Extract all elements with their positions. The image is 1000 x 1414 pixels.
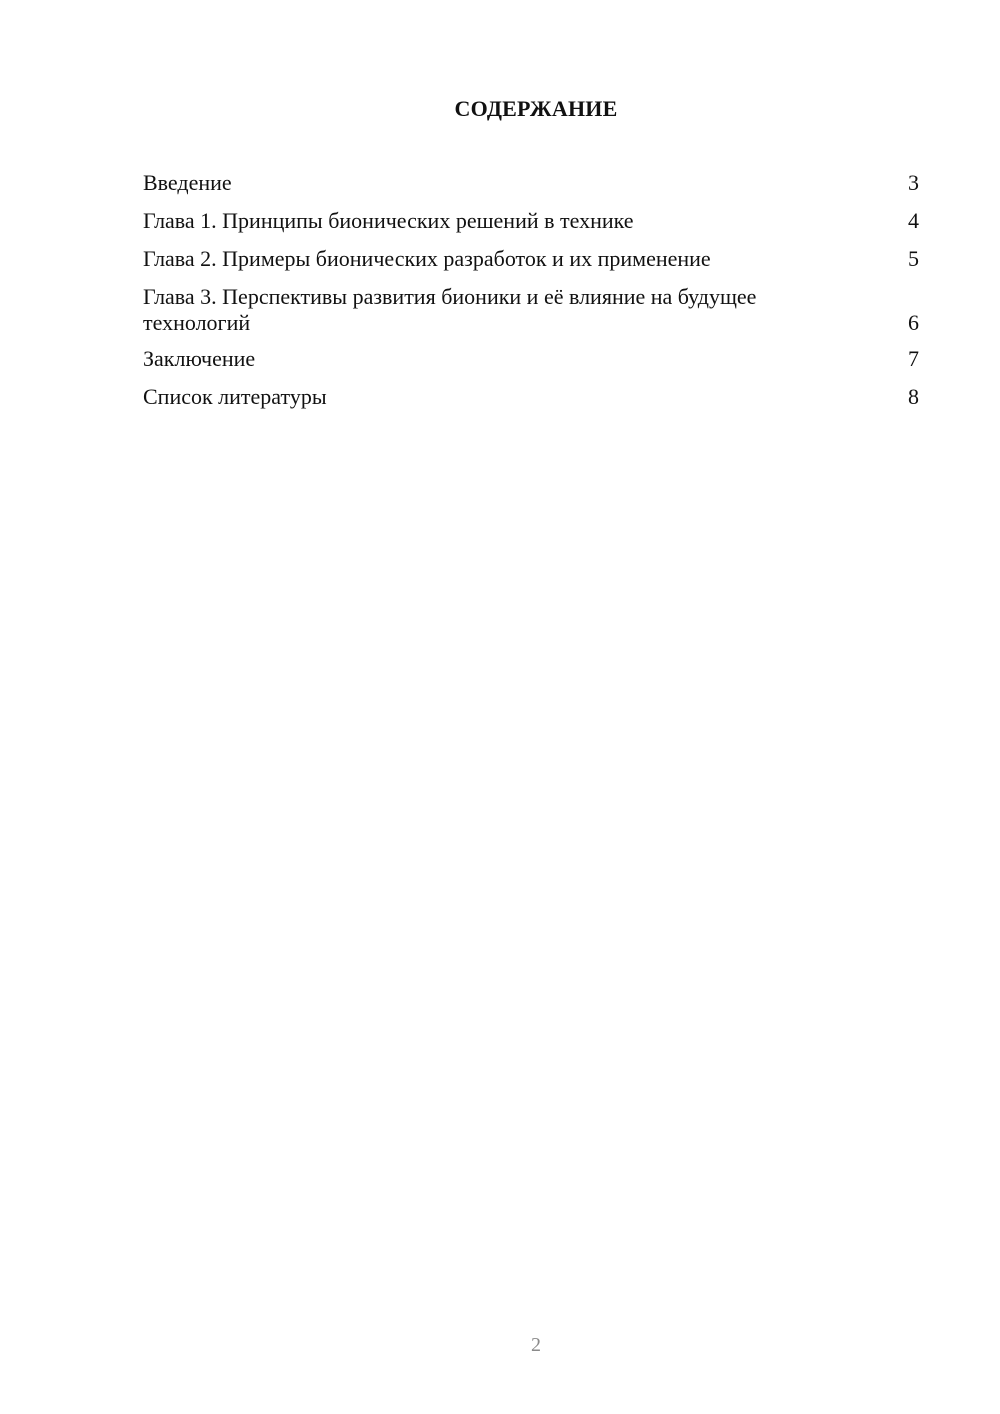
toc-entry-introduction[interactable] — [143, 170, 919, 196]
toc-entry-page-number: 6 — [908, 310, 919, 335]
toc-entry-conclusion[interactable] — [143, 346, 919, 372]
toc-entry-page-number: 4 — [908, 208, 919, 233]
toc-entry-page-number: 8 — [908, 384, 919, 409]
toc-entry-label: Введение — [143, 170, 232, 195]
toc-entry-page-number: 5 — [908, 246, 919, 271]
toc-entry-label: Глава 1. Принципы бионических решений в технике — [143, 208, 634, 233]
toc-entry-label: Глава 2. Примеры бионических разработок и их применение — [143, 246, 711, 271]
toc-entry-chapter-3[interactable] — [143, 284, 919, 336]
toc-entry-page-number: 7 — [908, 346, 919, 371]
toc-title: СОДЕРЖАНИЕ — [454, 96, 618, 121]
toc-entry-references[interactable] — [143, 384, 919, 410]
toc-entry-label: Заключение — [143, 346, 256, 371]
toc-entry-label: Глава 3. Перспективы развития бионики и её влияние на будущее технологий — [143, 284, 757, 335]
toc-entry-page-number: 3 — [908, 170, 919, 195]
table-of-contents — [143, 170, 919, 422]
toc-entry-chapter-2[interactable] — [143, 246, 919, 272]
toc-entry-label: Список литературы — [143, 384, 327, 409]
toc-entry-chapter-1[interactable] — [143, 208, 919, 234]
page-number: 2 — [531, 1334, 541, 1356]
